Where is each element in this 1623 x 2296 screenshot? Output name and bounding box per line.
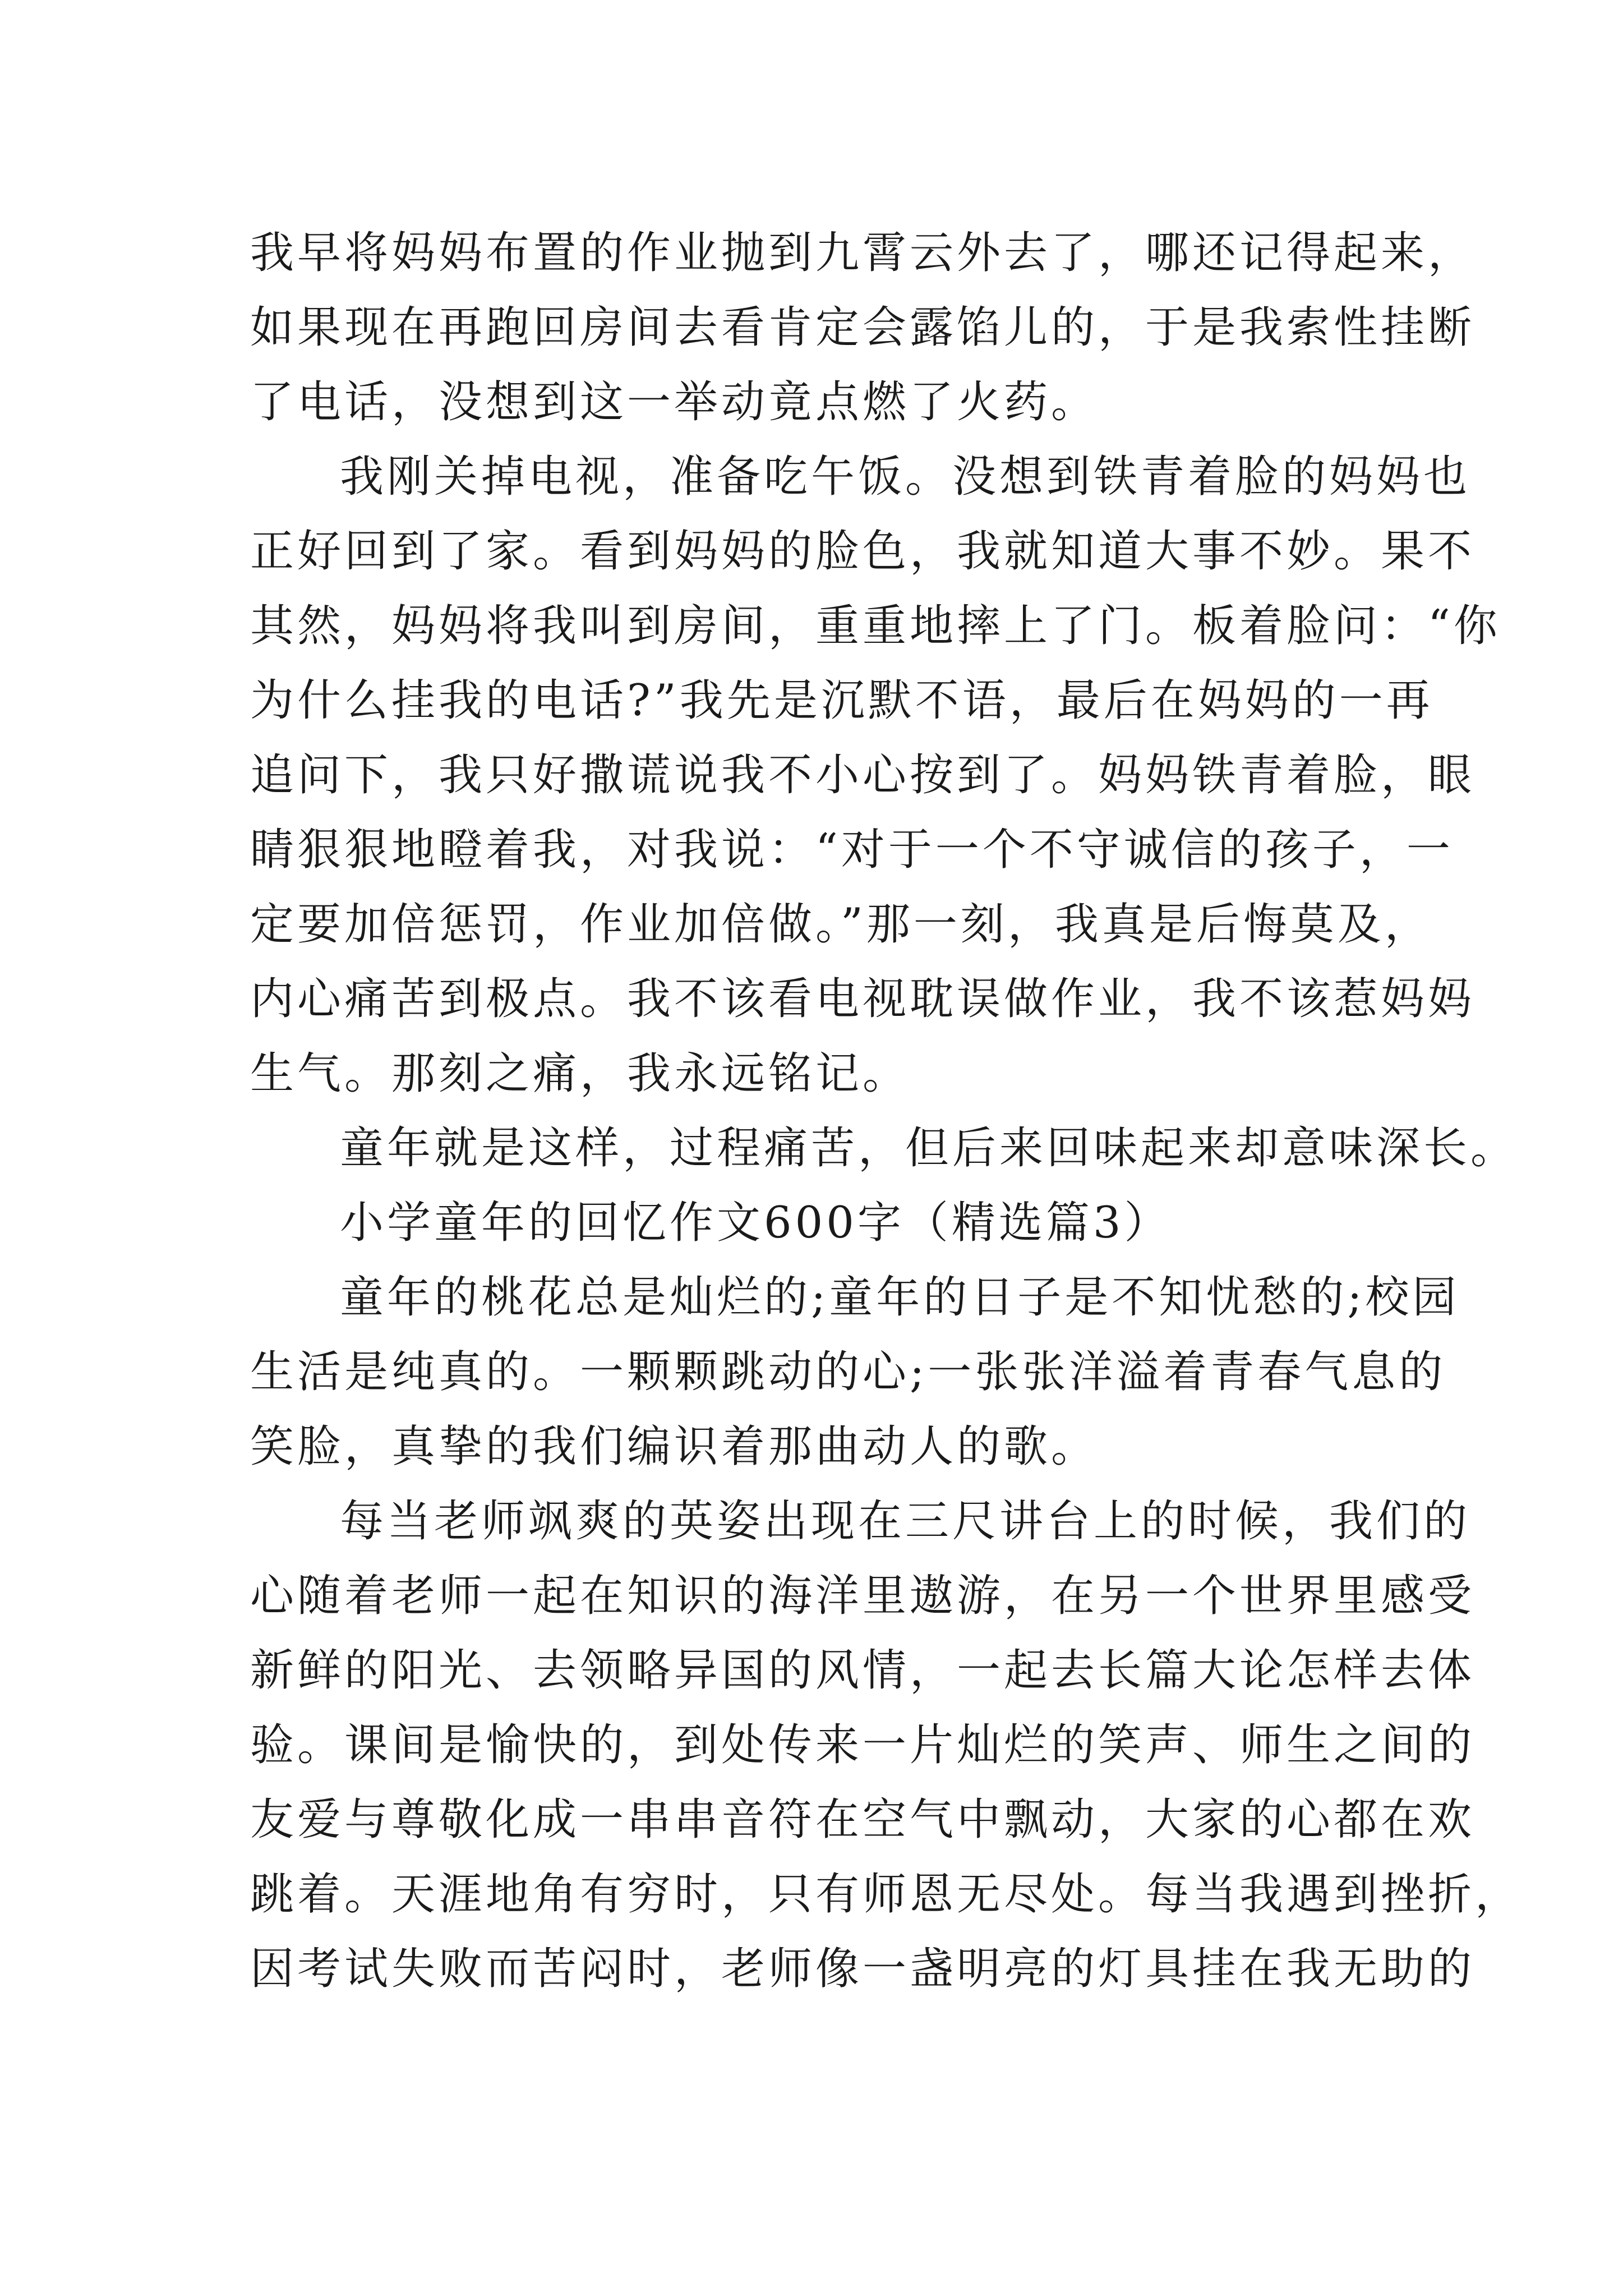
text-line: 每当老师飒爽的英姿出现在三尺讲台上的时候，我们的 [340,1496,1471,1547]
paragraph-3 [250,1111,1518,1186]
text-line: 笑脸，真挚的我们编识着那曲动人的歌。 [250,1421,1099,1472]
text-line: 生气。那刻之痛，我永远铭记。 [250,1048,910,1099]
text-line: 童年的桃花总是灿烂的;童年的日子是不知忧愁的;校园 [340,1272,1460,1323]
section-heading [250,1186,1394,1260]
text-line: 如果现在再跑回房间去看肯定会露馅儿的，于是我索性挂断 [250,302,1476,353]
text-line: 验。课间是愉快的，到处传来一片灿烂的笑声、师生之间的 [250,1720,1476,1770]
text-line: 童年就是这样，过程痛苦，但后来回味起来却意味深长。 [340,1123,1518,1174]
paragraph-5 [250,1484,1523,2007]
text-line: 睛狠狠地瞪着我，对我说：“对于一个不守诚信的孩子，一 [250,825,1454,875]
text-line: 内心痛苦到极点。我不该看电视耽误做作业，我不该惹妈妈 [250,974,1476,1024]
paragraph-4 [250,1260,1460,1484]
text-line: 生活是纯真的。一颗颗跳动的心;一张张洋溢着青春气息的 [250,1347,1446,1397]
text-line: 定要加倍惩罚，作业加倍做。”那一刻，我真是后悔莫及， [250,899,1432,950]
text-line: 了电话，没想到这一举动竟点燃了火药。 [250,377,1099,427]
paragraph-1 [250,216,1476,440]
document-body [250,216,1523,2007]
text-line: 新鲜的阳光、去领略异国的风情，一起去长篇大论怎样去体 [250,1645,1476,1696]
paragraph-2 [250,440,1501,1111]
text-line: 心随着老师一起在知识的海洋里遨游，在另一个世界里感受 [250,1571,1476,1621]
heading-text: 小学童年的回忆作文600字（精选篇3） [340,1198,1172,1248]
text-line: 我刚关掉电视，准备吃午饭。没想到铁青着脸的妈妈也 [340,452,1471,502]
text-line: 我早将妈妈布置的作业抛到九霄云外去了，哪还记得起来， [250,228,1476,278]
text-line: 追问下，我只好撒谎说我不小心按到了。妈妈铁青着脸，眼 [250,750,1476,800]
text-line: 其然，妈妈将我叫到房间，重重地摔上了门。板着脸问：“你 [250,601,1501,651]
text-line: 因考试失败而苦闷时，老师像一盏明亮的灯具挂在我无助的 [250,1944,1476,1994]
text-line: 正好回到了家。看到妈妈的脸色，我就知道大事不妙。果不 [250,526,1476,577]
text-line: 为什么挂我的电话?”我先是沉默不语，最后在妈妈的一再 [250,675,1433,726]
text-line: 友爱与尊敬化成一串串音符在空气中飘动，大家的心都在欢 [250,1795,1476,1845]
text-line: 跳着。天涯地角有穷时，只有师恩无尽处。每当我遇到挫折， [250,1869,1523,1920]
